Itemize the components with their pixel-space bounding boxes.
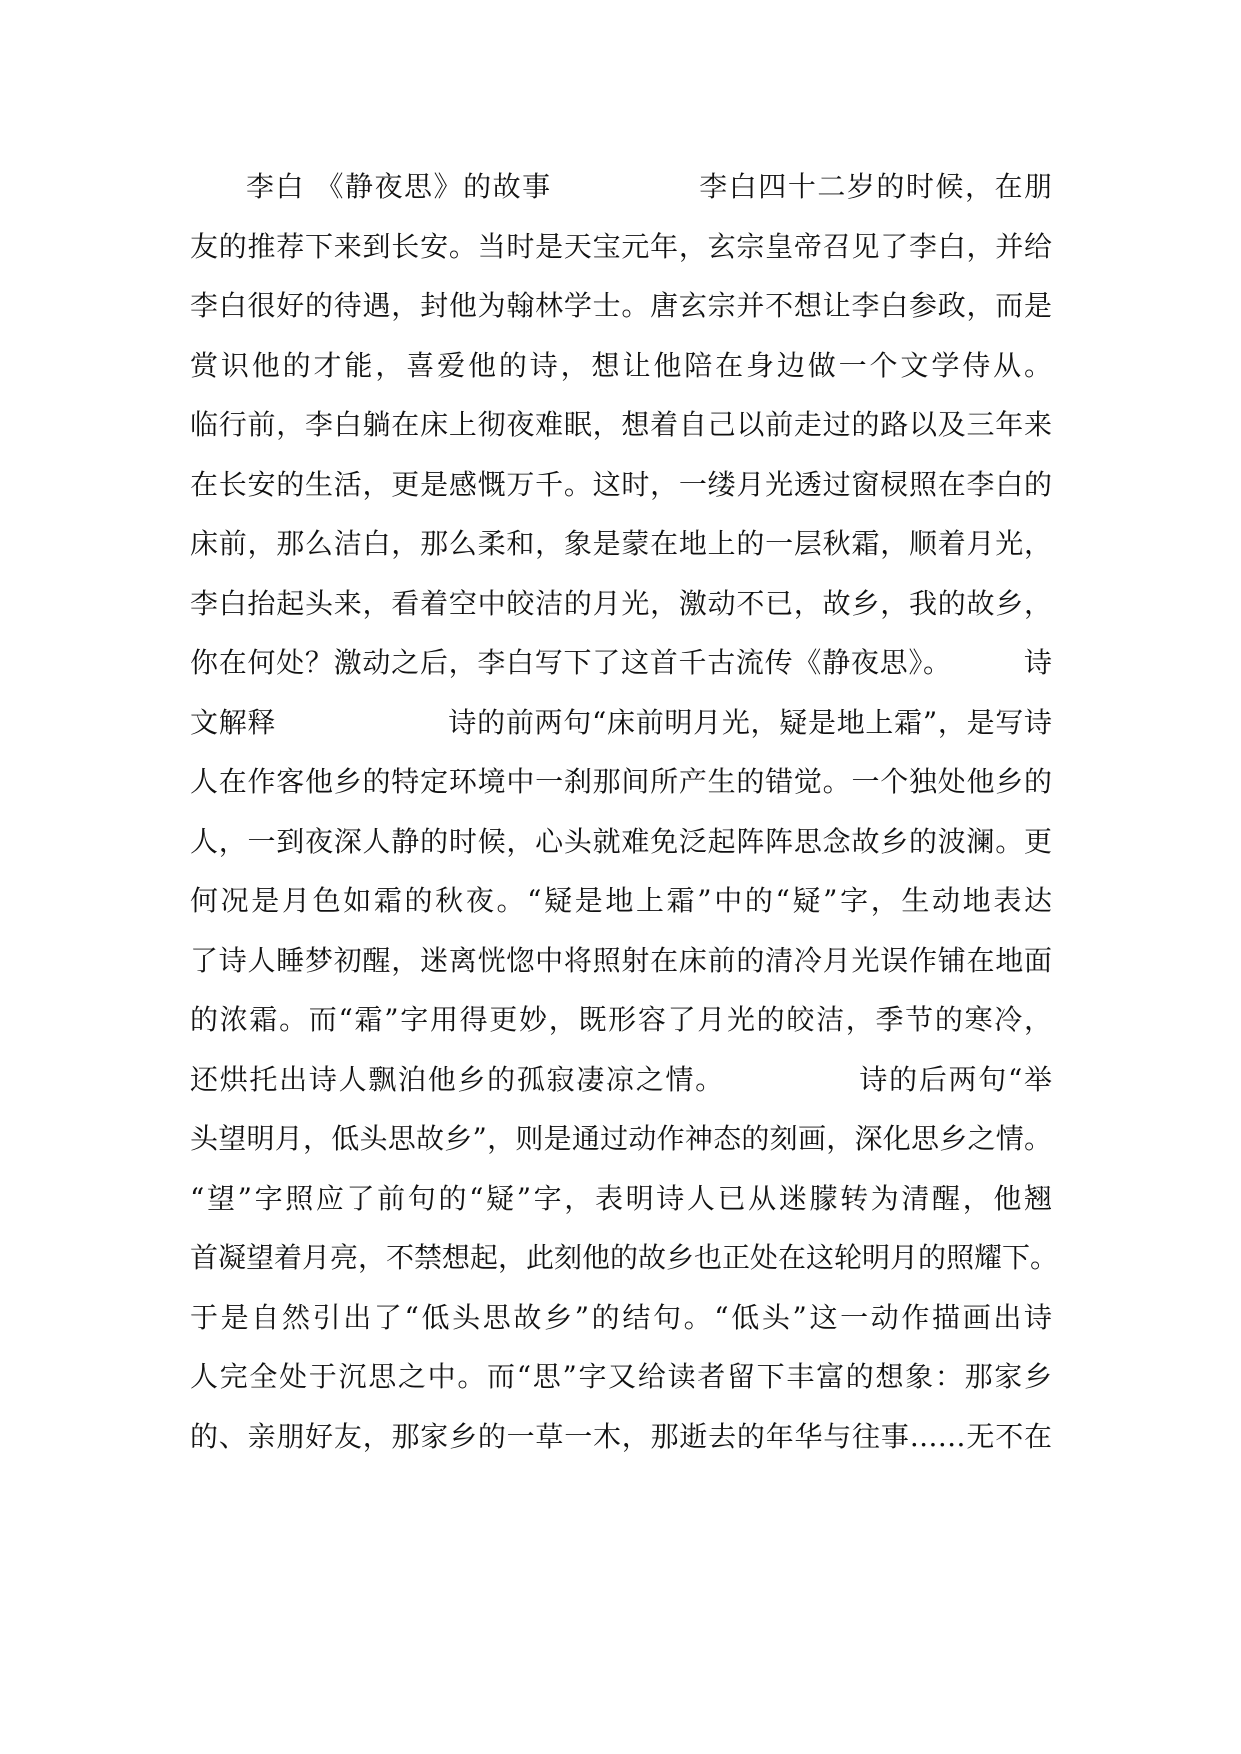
text-line-1: 李白 《静夜思》的故事 李白四十二岁的时候，在朋 (246, 170, 1052, 203)
text-line-16: 还烘托出诗人飘泊他乡的孤寂凄凉之情。 诗的后两句“举 (190, 1062, 1052, 1096)
text-line-14: 了诗人睡梦初醒，迷离恍惚中将照射在床前的清冷月光误作铺在地面 (190, 943, 1052, 977)
text-line-22: 的、亲朋好友，那家乡的一草一木，那逝去的年华与往事……无不在 (190, 1419, 1052, 1453)
text-line-15: 的浓霜。而“霜”字用得更妙，既形容了月光的皎洁，季节的寒冷， (190, 1003, 1052, 1036)
text-line-7: 床前，那么洁白，那么柔和，象是蒙在地上的一层秋霜，顺着月光， (190, 527, 1052, 560)
text-line-6: 在长安的生活，更是感慨万千。这时，一缕月光透过窗棂照在李白的 (190, 467, 1052, 501)
text-line-9: 你在何处？激动之后，李白写下了这首千古流传《静夜思》。 诗 (190, 646, 1052, 679)
text-line-11: 人在作客他乡的特定环境中一刹那间所产生的错觉。一个独处他乡的 (190, 765, 1052, 798)
body-text (190, 157, 1059, 1466)
text-line-2: 友的推荐下来到长安。当时是天宝元年，玄宗皇帝召见了李白，并给 (190, 229, 1052, 263)
text-line-12: 人，一到夜深人静的时候，心头就难免泛起阵阵思念故乡的波澜。更 (190, 824, 1052, 858)
text-line-17: 头望明月，低头思故乡”，则是通过动作神态的刻画，深化思乡之情。 (190, 1122, 1052, 1155)
text-line-3: 李白很好的待遇，封他为翰林学士。唐玄宗并不想让李白参政，而是 (190, 289, 1052, 322)
text-line-19: 首凝望着月亮，不禁想起，此刻他的故乡也正处在这轮明月的照耀下。 (190, 1241, 1059, 1274)
text-line-4: 赏识他的才能，喜爱他的诗，想让他陪在身边做一个文学侍从。 (190, 348, 1052, 382)
text-line-10: 文解释 诗的前两句“床前明月光，疑是地上霜”，是写诗 (190, 705, 1052, 739)
text-line-13: 何况是月色如霜的秋夜。“疑是地上霜”中的“疑”字，生动地表达 (190, 884, 1052, 917)
text-line-5: 临行前，李白躺在床上彻夜难眠，想着自己以前走过的路以及三年来 (190, 408, 1052, 441)
text-line-20: 于是自然引出了“低头思故乡”的结句。“低头”这一动作描画出诗 (190, 1300, 1052, 1334)
text-line-8: 李白抬起头来，看着空中皎洁的月光，激动不已，故乡，我的故乡， (190, 586, 1052, 620)
text-line-18: “望”字照应了前句的“疑”字，表明诗人已从迷朦转为清醒，他翘 (190, 1181, 1052, 1215)
text-line-21: 人完全处于沉思之中。而“思”字又给读者留下丰富的想象：那家乡 (190, 1360, 1052, 1393)
